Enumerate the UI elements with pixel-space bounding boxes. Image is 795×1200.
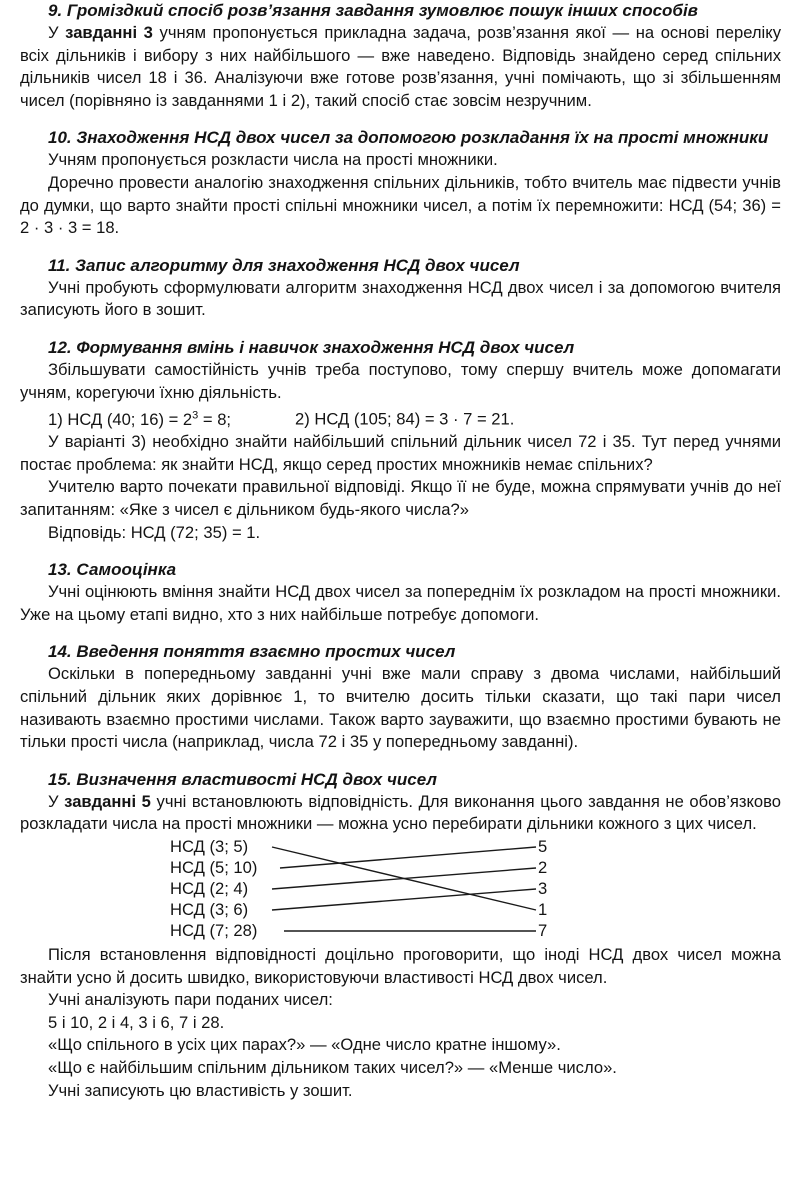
matching-line (272, 889, 536, 910)
paragraph: Учителю варто почекати правильної відповіді. Якщо її не буде, можна спрямувати учнів до неї запитанням: «Яке з чисел є дільником будь-якого числа?» (20, 477, 781, 520)
paragraph: Після встановлення відповідності доцільно проговорити, що іноді НСД двох чисел можна знайти усно й досить швидко, використовуючи властивості НСД двох чисел. (20, 944, 781, 987)
text-run: = 8; (198, 409, 232, 429)
paragraph: Учні пробують сформулювати алгоритм знаходження НСД двох чисел і за допомогою вчителя записують його в зошит. (20, 277, 781, 320)
paragraph: Учні аналізують пари поданих чисел: (48, 990, 333, 1010)
section-heading: 14. Введення поняття взаємно простих чисел (48, 642, 456, 662)
paragraph (20, 22, 781, 112)
right-item: 5 (538, 836, 548, 856)
text-run: 1) НСД (40; 16) = 2 (48, 409, 193, 429)
dialogue-line: «Що спільного в усіх цих парах?» — «Одне число кратне іншому». (48, 1035, 561, 1055)
paragraph: Учні записують цю властивість у зошит. (48, 1080, 353, 1100)
section-9 (20, 0, 781, 112)
example-1 (48, 410, 231, 429)
answer-line: Відповідь: НСД (72; 35) = 1. (48, 522, 261, 542)
right-item: 1 (538, 899, 548, 919)
text-run: У (48, 791, 65, 811)
left-item: НСД (2; 4) (170, 878, 249, 898)
matching-exercise (170, 836, 570, 944)
left-item: НСД (5; 10) (170, 857, 258, 877)
section-14 (20, 641, 781, 753)
paragraph: Доречно провести аналогію знаходження спільних дільників, тобто вчитель має підвести учнів до думки, що варто знайти прості спільні множники чисел, а потім їх перемножити: НСД (54; 36) = 2 · 3 · 3 = 18. (20, 172, 781, 238)
paragraph: Збільшувати самостійність учнів треба поступово, тому спершу вчитель може допомагати учням, корегуючи їхню діяльність. (20, 359, 781, 402)
section-15 (20, 769, 781, 1102)
text-run: У (48, 23, 66, 42)
left-item: НСД (3; 6) (170, 899, 249, 919)
exponent: 3 (192, 409, 199, 422)
text-run: учні встановлюють відповідність. Для виконання цього завдання не обов’язково розкладати числа на прості множники — можна усно перебирати дільники кожного з цих чисел. (20, 791, 782, 834)
text-run: учням пропонується прикладна задача, розв’язання якої — на основі переліку всіх дільників і вибору з них найбільшого — вже наведено. Відповідь знайдено серед спільних дільників чисел 18 і 36. Аналізуючи вже готове розв’язання, учні помічають, що зі збільшенням чисел (порівняно із завданнями 1 і 2), такий спосіб стає зовсім незручним. (20, 23, 781, 110)
section-11 (20, 255, 781, 322)
paragraph (20, 791, 781, 836)
number-pairs: 5 і 10, 2 і 4, 3 і 6, 7 і 28. (48, 1012, 225, 1032)
task-reference: завданні 3 (65, 23, 153, 42)
matching-line (272, 868, 536, 889)
section-13 (20, 559, 781, 626)
paragraph: Учням пропонується розкласти числа на прості множники. (48, 150, 498, 170)
paragraph: У варіанті 3) необхідно знайти найбільший спільний дільник чисел 72 і 35. Тут перед учнями постає проблема: як знайти НСД, якщо серед простих множників немає спільних? (20, 432, 781, 474)
section-heading: 15. Визначення властивості НСД двох чисел (48, 769, 437, 789)
left-item: НСД (7; 28) (170, 920, 258, 940)
section-12 (20, 337, 781, 544)
right-item: 3 (538, 878, 548, 898)
section-10 (20, 127, 781, 239)
section-heading: 9. Громіздкий спосіб розв’язання завдання зумовлює пошук інших способів (48, 1, 698, 20)
section-heading: 11. Запис алгоритму для знаходження НСД двох чисел (48, 255, 520, 275)
right-item: 7 (538, 920, 548, 940)
example-2: 2) НСД (105; 84) = 3 · 7 = 21. (295, 409, 515, 429)
dialogue-line: «Що є найбільшим спільним дільником таких чисел?» — «Менше число». (48, 1057, 617, 1077)
right-item: 2 (538, 857, 548, 877)
paragraph: Оскільки в попередньому завданні учні вже мали справу з двома числами, найбільший спільний дільник яких дорівнює 1, то вчителю досить тільки сказати, що такі пари чисел називають взаємно простими числами. Також варто зауважити, що взаємно простими бувають не тільки прості числа (наприклад, числа 72 і 35 у попередньому завданні). (20, 664, 781, 752)
examples-row (20, 404, 781, 431)
section-heading: 10. Знаходження НСД двох чисел за допомогою розкладання їх на прості множники (48, 128, 769, 148)
task-reference: завданні 5 (64, 791, 151, 811)
paragraph: Учні оцінюють вміння знайти НСД двох чисел за попереднім їх розкладом на прості множники. Уже на цьому етапі видно, хто з них найбільше потребує допомоги. (20, 582, 781, 624)
section-heading: 13. Самооцінка (48, 560, 177, 580)
left-item: НСД (3; 5) (170, 836, 249, 856)
section-heading: 12. Формування вмінь і навичок знаходження НСД двох чисел (48, 337, 575, 357)
